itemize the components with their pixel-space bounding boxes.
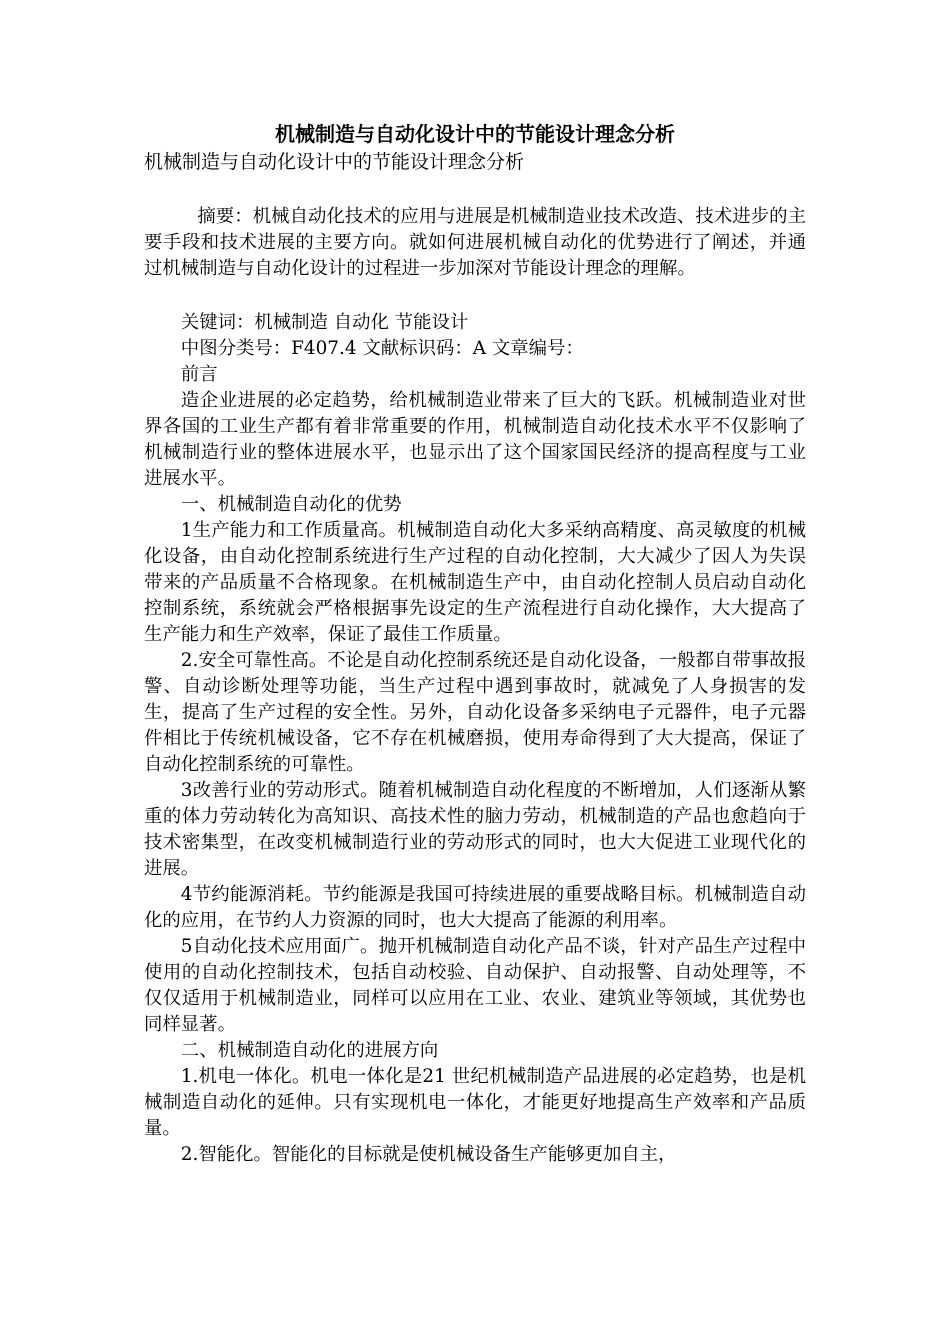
spacer bbox=[144, 176, 806, 204]
classification-line: 中图分类号：F407.4 文献标识码：A 文章编号： bbox=[180, 338, 584, 359]
section-1-paragraph-3: 3改善行业的劳动形式。随着机械制造自动化程度的不断增加，人们逐渐从繁重的体力劳动转化为高知识、高技术性的脑力劳动，机械制造的产品也愈趋向于技术密集型，在改变机械制造行业的劳动形式的同时，也大大促进工业现代化的进展。 bbox=[144, 780, 806, 879]
spacer bbox=[144, 282, 806, 310]
abstract-paragraph: 摘要：机械自动化技术的应用与进展是机械制造业技术改造、技术进步的主要手段和技术进展的主要方向。就如何进展机械自动化的优势进行了阐述，并通过机械制造与自动化设计的过程进一步加深对节能设计理念的理解。 bbox=[144, 206, 806, 279]
section-2-paragraph-1: 1.机电一体化。机电一体化是21 世纪机械制造产品进展的必定趋势，也是机械制造自动化的延伸。只有实现机电一体化，才能更好地提高生产效率和产品质量。 bbox=[144, 1066, 806, 1139]
section-1-paragraph-4: 4节约能源消耗。节约能源是我国可持续进展的重要战略目标。机械制造自动化的应用，在节约人力资源的同时，也大大提高了能源的利用率。 bbox=[144, 884, 806, 931]
section-1-paragraph-1: 1生产能力和工作质量高。机械制造自动化大多采纳高精度、高灵敏度的机械化设备，由自动化控制系统进行生产过程的自动化控制，大大减少了因人为失误带来的产品质量不合格现象。在机械制造生产中，由自动化控制人员启动自动化控制系统，系统就会严格根据事先设定的生产流程进行自动化操作，大大提高了生产能力和生产效率，保证了最佳工作质量。 bbox=[144, 520, 806, 645]
keywords-line: 关键词：机械制造 自动化 节能设计 bbox=[180, 312, 469, 333]
preface-paragraph: 造企业进展的必定趋势，给机械制造业带来了巨大的飞跃。机械制造业对世界各国的工业生产都有着非常重要的作用，机械制造自动化技术水平不仅影响了机械制造行业的整体进展水平，也显示出了这个国家国民经济的提高程度与工业进展水平。 bbox=[144, 390, 806, 489]
section-2-paragraph-2: 2.智能化。智能化的目标就是使机械设备生产能够更加自主， bbox=[180, 1144, 677, 1165]
document-page bbox=[144, 120, 806, 1168]
document-subtitle: 机械制造与自动化设计中的节能设计理念分析 bbox=[144, 151, 525, 173]
section-1-heading: 一、机械制造自动化的优势 bbox=[180, 494, 402, 515]
section-2-heading: 二、机械制造自动化的进展方向 bbox=[180, 1040, 439, 1061]
section-1-paragraph-5: 5自动化技术应用面广。抛开机械制造自动化产品不谈，针对产品生产过程中使用的自动化控制技术，包括自动校验、自动保护、自动报警、自动处理等，不仅仅适用于机械制造业，同样可以应用在工业、农业、建筑业等领域，其优势也同样显著。 bbox=[144, 936, 806, 1035]
document-title: 机械制造与自动化设计中的节能设计理念分析 bbox=[275, 122, 675, 146]
preface-heading: 前言 bbox=[180, 364, 218, 385]
section-1-paragraph-2: 2.安全可靠性高。不论是自动化控制系统还是自动化设备，一般都自带事故报警、自动诊断处理等功能，当生产过程中遇到事故时，就减免了人身损害的发生，提高了生产过程的安全性。另外，自动化设备多采纳电子元器件，电子元器件相比于传统机械设备，它不存在机械磨损，使用寿命得到了大大提高，保证了自动化控制系统的可靠性。 bbox=[144, 650, 806, 775]
